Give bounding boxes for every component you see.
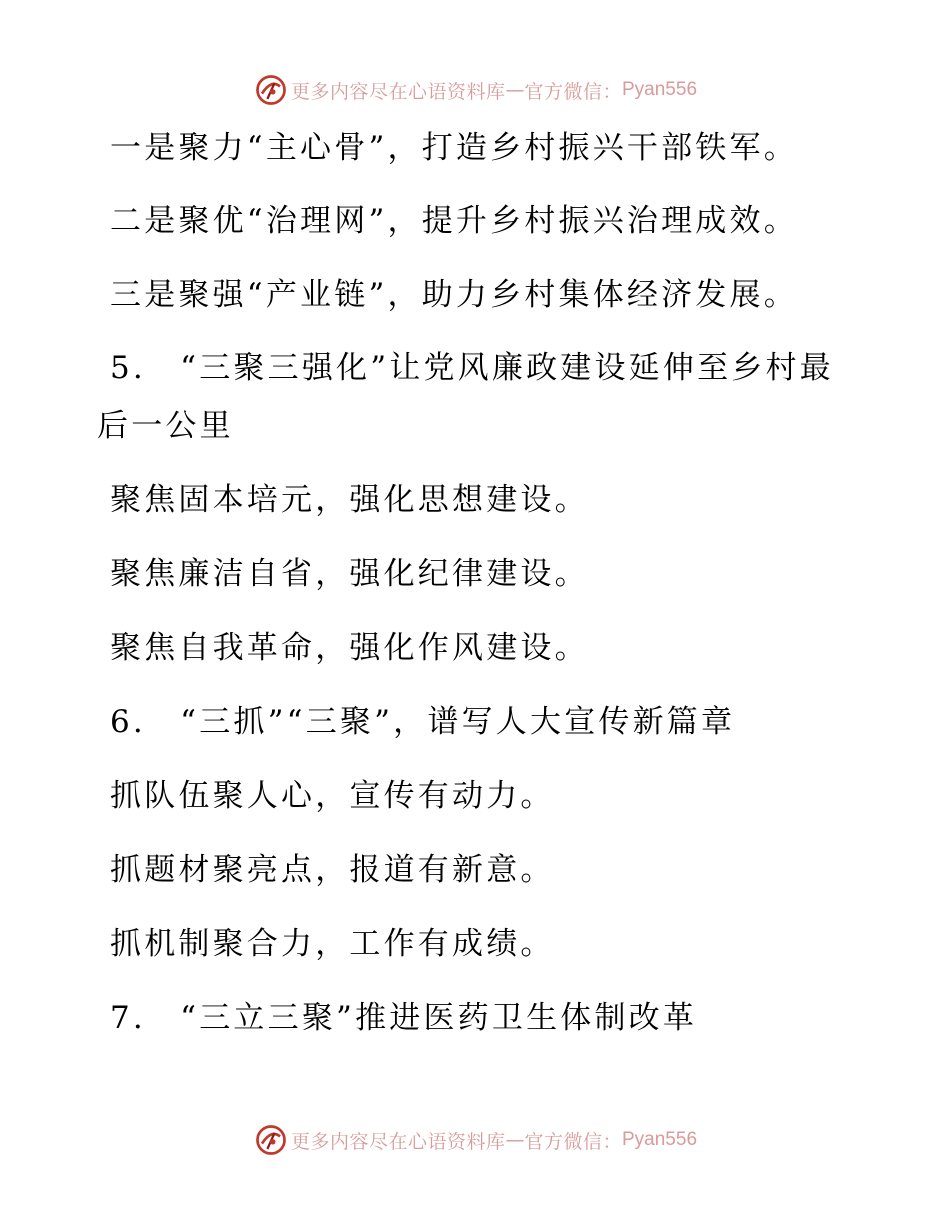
section-heading-5-continued: 后一公里 xyxy=(97,408,234,444)
text-line-12: 抓机制聚合力，工作有成绩。 xyxy=(110,926,555,962)
text-line-7: 聚焦廉洁自省，强化纪律建设。 xyxy=(110,556,589,592)
text-line-10: 抓队伍聚人心，宣传有动力。 xyxy=(110,778,555,814)
section-heading-7: 7. “三立三聚”推进医药卫生体制改革 xyxy=(110,1000,698,1036)
watermark-separator: — xyxy=(505,79,525,101)
watermark-wechat-label: 官方微信： xyxy=(524,1130,622,1153)
watermark-wechat-id: Pyan556 xyxy=(622,79,698,100)
section-heading-6: 6. “三抓”“三聚”，谱写人大宣传新篇章 xyxy=(110,704,736,740)
watermark-footer xyxy=(0,1120,950,1160)
text-line-11: 抓题材聚亮点，报道有新意。 xyxy=(110,852,555,888)
text-line-8: 聚焦自我革命，强化作风建设。 xyxy=(110,630,589,666)
watermark-header xyxy=(0,70,950,110)
text-line-2: 二是聚优“治理网”，提升乡村振兴治理成效。 xyxy=(110,203,798,239)
text-line-3: 三是聚强“产业链”，助力乡村集体经济发展。 xyxy=(110,277,798,313)
text-line-1: 一是聚力“主心骨”，打造乡村振兴干部铁军。 xyxy=(110,130,798,166)
watermark-wechat-id: Pyan556 xyxy=(622,1129,698,1150)
watermark-separator: — xyxy=(505,1129,525,1151)
watermark-wechat-label: 官方微信： xyxy=(524,80,622,103)
red-swirl-logo-icon xyxy=(253,72,289,108)
text-line-6: 聚焦固本培元，强化思想建设。 xyxy=(110,482,589,518)
red-swirl-logo-icon xyxy=(253,1122,289,1158)
section-heading-5: 5. “三聚三强化”让党风廉政建设延伸至乡村最 xyxy=(110,350,834,386)
watermark-site-text: 更多内容尽在心语资料库 xyxy=(290,1130,506,1153)
watermark-site-text: 更多内容尽在心语资料库 xyxy=(290,80,506,103)
